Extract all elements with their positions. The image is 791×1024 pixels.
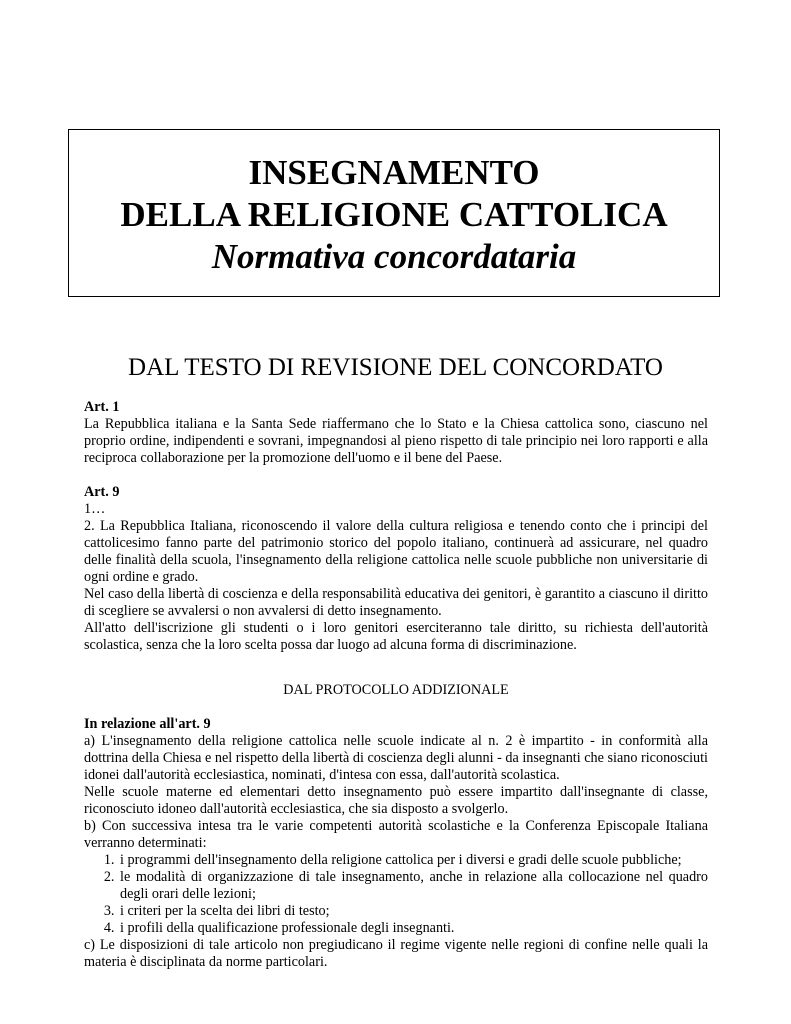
art9-p4: All'atto dell'iscrizione gli studenti o i loro genitori eserciteranno tale diritto, su richiesta dell'autorità scolastica, senza che la loro scelta possa dar luogo ad alcuna forma di discriminazione. [84,620,708,653]
protocol-a: a) L'insegnamento della religione cattolica nelle scuole indicate al n. 2 è impartito - in conformità alla dottrina della Chiesa e nel rispetto della libertà di coscienza degli alunni - da insegnanti che siano riconosciuti idonei dall'autorità ecclesiastica, nominati, d'intesa con essa, dall'autorità scolastica. [84,733,708,783]
title-subtitle: Normativa concordataria [211,237,577,276]
document-body [84,399,708,971]
title-box [68,129,720,297]
section-heading: DAL TESTO DI REVISIONE DEL CONCORDATO [128,354,663,381]
protocol-a2: Nelle scuole materne ed elementari detto insegnamento può essere impartito dall'insegnante di classe, riconosciuto idoneo dall'autorità ecclesiastica, che sia disposto a svolgerlo. [84,784,708,817]
title-line-1: INSEGNAMENTO [248,153,540,192]
art1-text: La Repubblica italiana e la Santa Sede riaffermano che lo Stato e la Chiesa cattolica sono, ciascuno nel proprio ordine, indipendenti e sovrani, impegnandosi al pieno rispetto di tale principio nei loro rapporti e alla reciproca collaborazione per la promozione dell'uomo e il bene del Paese. [84,416,708,466]
list-item: 4. i profili della qualificazione professionale degli insegnanti. [118,920,708,937]
protocol-c: c) Le disposizioni di tale articolo non pregiudicano il regime vigente nelle regioni di confine nelle quali la materia è disciplinata da norme particolari. [84,937,708,970]
protocol-heading: DAL PROTOCOLLO ADDIZIONALE [283,682,509,698]
art1-title: Art. 1 [84,399,120,415]
list-item: 2. le modalità di organizzazione di tale insegnamento, anche in relazione alla collocazione nel quadro degli orari delle lezioni; [118,869,708,903]
art9-p2: 2. La Repubblica Italiana, riconoscendo il valore della cultura religiosa e tenendo conto che i principi del cattolicesimo fanno parte del patrimonio storico del popolo italiano, continuerà ad assicurare, nel quadro delle finalità della scuola, l'insegnamento della religione cattolica nelle scuole pubbliche non universitarie di ogni ordine e grado. [84,518,708,585]
art9-title: Art. 9 [84,484,120,500]
protocol-b: b) Con successiva intesa tra le varie competenti autorità scolastiche e la Conferenza Episcopale Italiana verranno determinati: [84,818,708,851]
protocol-title: In relazione all'art. 9 [84,716,211,732]
list-item: 3. i criteri per la scelta dei libri di testo; [118,903,708,920]
art9-p3: Nel caso della libertà di coscienza e della responsabilità educativa dei genitori, è garantito a ciascuno il diritto di scegliere se avvalersi o non avvalersi di detto insegnamento. [84,586,708,619]
list-item: 1. i programmi dell'insegnamento della religione cattolica per i diversi e gradi delle scuole pubbliche; [118,852,708,869]
protocol-list [84,852,708,937]
art9-p1: 1… [84,501,106,517]
title-line-2: DELLA RELIGIONE CATTOLICA [120,195,668,234]
